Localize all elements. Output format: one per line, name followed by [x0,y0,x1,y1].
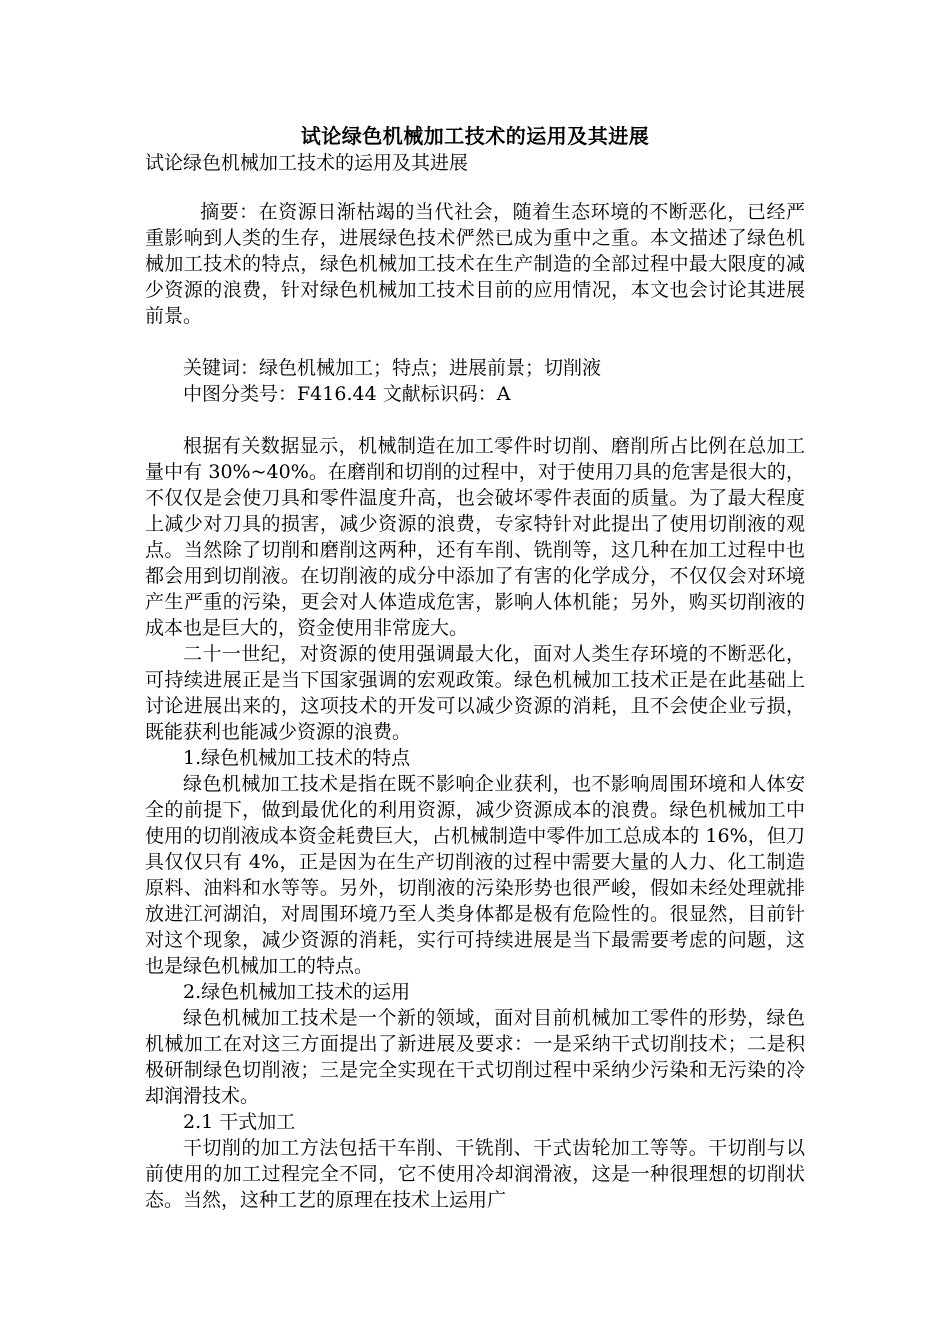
keywords-line: 关键词：绿色机械加工；特点；进展前景；切削液 [183,357,602,379]
subsection-heading: 2.1 干式加工 [183,1111,296,1133]
section-heading: 2.绿色机械加工技术的运用 [183,981,411,1003]
body-paragraph: 绿色机械加工技术是指在既不影响企业获利，也不影响周围环境和人体安全的前提下，做到最优化的利用资源，减少资源成本的浪费。绿色机械加工中使用的切削液成本资金耗费巨大，占机械制造中零件加工总成本的 16%，但刀具仅仅只有 4%，正是因为在生产切削液的过程中需要大量的人力、化工制造原料、油料和水等等。另外，切削液的污染形势也很严峻，假如未经处理就排放进江河湖泊，对周围环境乃至人类身体都是极有危险性的。很显然，目前针对这个现象，减少资源的消耗，实行可持续进展是当下最需要考虑的问题，这也是绿色机械加工的特点。 [145,773,805,977]
document-body [145,199,805,1213]
abstract-paragraph: 摘要：在资源日渐枯竭的当代社会，随着生态环境的不断恶化，已经严重影响到人类的生存，进展绿色技术俨然已成为重中之重。本文描述了绿色机械加工技术的特点，绿色机械加工技术在生产制造的全部过程中最大限度的减少资源的浪费，针对绿色机械加工技术目前的应用情况，本文也会讨论其进展前景。 [145,201,805,327]
document-title: 试论绿色机械加工技术的运用及其进展 [300,124,650,148]
body-paragraph: 绿色机械加工技术是一个新的领域，面对目前机械加工零件的形势，绿色机械加工在对这三方面提出了新进展及要求：一是采纳干式切削技术；二是积极研制绿色切削液；三是完全实现在干式切削过程中采纳少污染和无污染的冷却润滑技术。 [145,1007,805,1107]
document-subtitle: 试论绿色机械加工技术的运用及其进展 [145,152,469,174]
section-heading: 1.绿色机械加工技术的特点 [183,747,411,769]
body-paragraph: 干切削的加工方法包括干车削、干铣削、干式齿轮加工等等。干切削与以前使用的加工过程完全不同，它不使用冷却润滑液，这是一种很理想的切削状态。当然，这种工艺的原理在技术上运用广 [145,1137,805,1211]
body-paragraph: 二十一世纪，对资源的使用强调最大化，面对人类生存环境的不断恶化，可持续进展正是当下国家强调的宏观政策。绿色机械加工技术正是在此基础上讨论进展出来的，这项技术的开发可以减少资源的消耗，且不会使企业亏损，既能获利也能减少资源的浪费。 [145,643,805,743]
body-paragraph: 根据有关数据显示，机械制造在加工零件时切削、磨削所占比例在总加工量中有 30%~40%。在磨削和切削的过程中，对于使用刀具的危害是很大的，不仅仅是会使刀具和零件温度升高，也会破坏零件表面的质量。为了最大程度上减少对刀具的损害，减少资源的浪费，专家特针对此提出了使用切削液的观点。当然除了切削和磨削这两种，还有车削、铣削等，这几种在加工过程中也都会用到切削液。在切削液的成分中添加了有害的化学成分，不仅仅会对环境产生严重的污染，更会对人体造成危害，影响人体机能；另外，购买切削液的成本也是巨大的，资金使用非常庞大。 [145,435,805,639]
classification-line: 中图分类号：F416.44 文献标识码：A [183,383,511,405]
